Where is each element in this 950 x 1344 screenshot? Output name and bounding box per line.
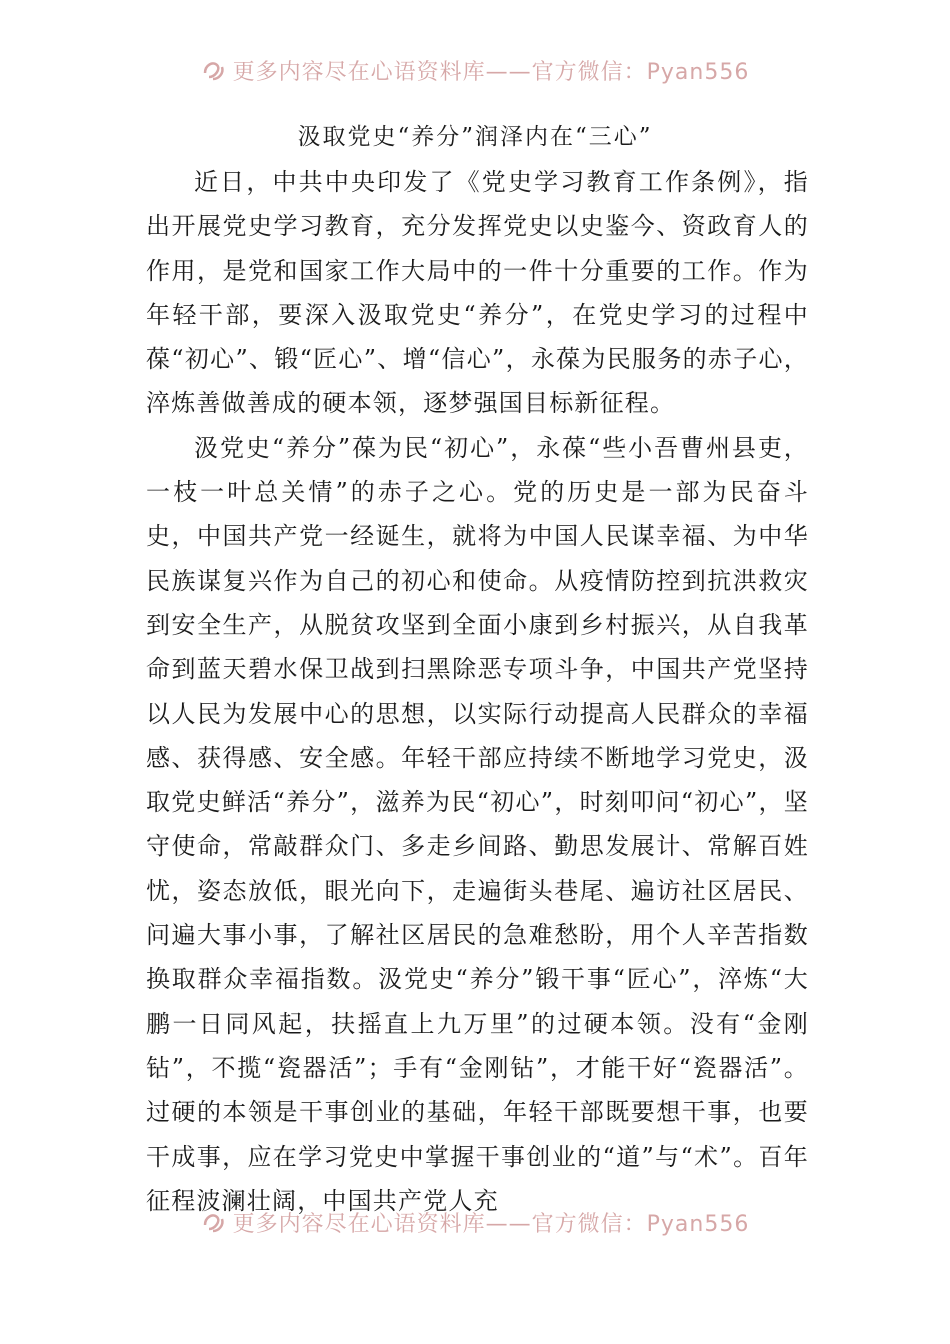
watermark-text: 更多内容尽在心语资料库——官方微信：Pyan556 xyxy=(232,1211,750,1237)
watermark-text: 更多内容尽在心语资料库——官方微信：Pyan556 xyxy=(232,59,750,85)
watermark-header xyxy=(0,50,950,90)
document-body xyxy=(146,160,809,1223)
document-title: 汲取党史“养分”润泽内在“三心” xyxy=(297,124,653,150)
watermark-footer xyxy=(0,1202,950,1242)
paragraph: 汲党史“养分”葆为民“初心”，永葆“些小吾曹州县吏，一枝一叶总关情”的赤子之心。党的历史是一部为民奋斗史，中国共产党一经诞生，就将为中国人民谋幸福、为中华民族谋复兴作为自己的初心和使命。从疫情防控到抗洪救灾到安全生产，从脱贫攻坚到全面小康到乡村振兴，从自我革命到蓝天碧水保卫战到扫黑除恶专项斗争，中国共产党坚持以人民为发展中心的思想，以实际行动提高人民群众的幸福感、获得感、安全感。年轻干部应持续不断地学习党史，汲取党史鲜活“养分”，滋养为民“初心”，时刻叩问“初心”，坚守使命，常敲群众门、多走乡间路、勤思发展计、常解百姓忧，姿态放低，眼光向下，走遍街头巷尾、遍访社区居民、问遍大事小事，了解社区居民的急难愁盼，用个人辛苦指数换取群众幸福指数。汲党史“养分”锻干事“匠心”，淬炼“大鹏一日同风起，扶摇直上九万里”的过硬本领。没有“金刚钻”，不揽“瓷器活”；手有“金刚钻”，才能干好“瓷器活”。过硬的本领是干事创业的基础，年轻干部既要想干事，也要干成事，应在学习党史中掌握干事创业的“道”与“术”。百年征程波澜壮阔，中国共产党人充 xyxy=(146,433,809,1215)
paragraph: 近日，中共中央印发了《党史学习教育工作条例》，指出开展党史学习教育，充分发挥党史以史鉴今、资政育人的作用，是党和国家工作大局中的一件十分重要的工作。作为年轻干部，要深入汲取党史“养分”，在党史学习的过程中葆“初心”、锻“匠心”、增“信心”，永葆为民服务的赤子心，淬炼善做善成的硬本领，逐梦强国目标新征程。 xyxy=(146,168,809,418)
watermark-logo-icon xyxy=(201,57,227,83)
watermark-logo-icon xyxy=(201,1209,227,1235)
